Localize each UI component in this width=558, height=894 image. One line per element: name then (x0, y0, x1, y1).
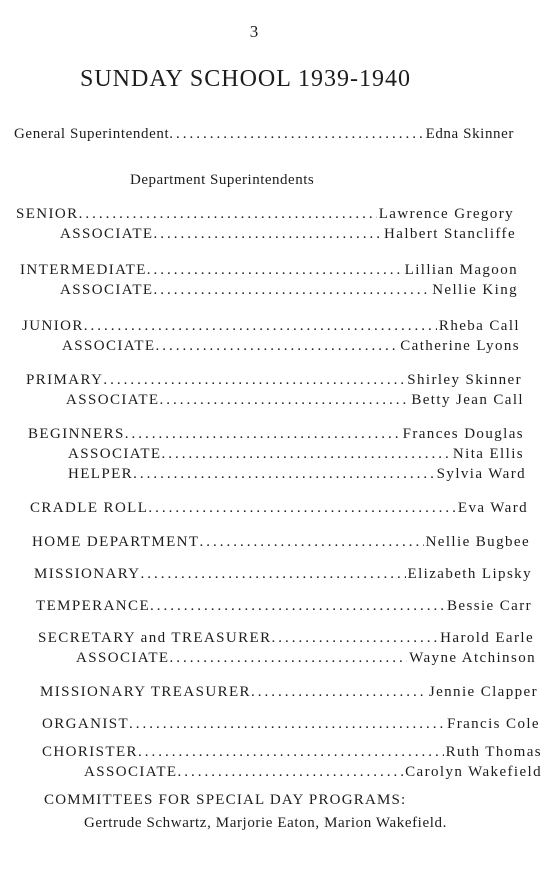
leader-dots (155, 338, 398, 355)
entry-label: TEMPERANCE (36, 598, 151, 614)
entry-name: Eva Ward (457, 500, 528, 516)
leader-dots (138, 744, 444, 761)
leader-dots (133, 466, 435, 483)
entry-label: General Superintendent (14, 126, 170, 142)
leader-dots (177, 764, 403, 781)
entry-row (20, 262, 518, 279)
entry-row (76, 650, 536, 667)
section-subheading: Department Superintendents (130, 172, 315, 188)
entry-row (38, 630, 534, 647)
entry-name: Frances Douglas (402, 426, 524, 442)
entry-row (34, 566, 532, 583)
entry-label: ASSOCIATE (60, 226, 154, 242)
entry-row (42, 716, 540, 733)
leader-dots (153, 282, 430, 299)
entry-label: MISSIONARY (34, 566, 141, 582)
entry-label: JUNIOR (22, 318, 84, 334)
entry-name: Nita Ellis (452, 446, 524, 462)
entry-label: ORGANIST (42, 716, 130, 732)
leader-dots (148, 500, 456, 517)
leader-dots (153, 226, 382, 243)
entry-label: ASSOCIATE (62, 338, 156, 354)
leader-dots (169, 126, 423, 143)
entry-label: PRIMARY (26, 372, 104, 388)
entry-name: Edna Skinner (425, 126, 514, 142)
page-number: 3 (249, 22, 259, 41)
entry-row (62, 338, 520, 355)
general-superintendent-row (14, 126, 514, 143)
entry-name: Catherine Lyons (400, 338, 520, 354)
entry-row (32, 534, 530, 551)
entry-name: Wayne Atchinson (409, 650, 536, 666)
entry-label: CRADLE ROLL (30, 500, 149, 516)
leader-dots (272, 630, 439, 647)
entry-label: ASSOCIATE (76, 650, 170, 666)
entry-name: Sylvia Ward (436, 466, 526, 482)
entry-name: Jennie Clapper (428, 684, 538, 700)
entry-row (28, 426, 524, 443)
entry-row (60, 282, 518, 299)
entry-name: Halbert Stancliffe (384, 226, 516, 242)
entry-label: ASSOCIATE (66, 392, 160, 408)
entry-label: BEGINNERS (28, 426, 125, 442)
entry-label: SENIOR (16, 206, 79, 222)
entry-name: Ruth Thomas (445, 744, 542, 760)
entry-name: Bessie Carr (447, 598, 532, 614)
entry-label: ASSOCIATE (84, 764, 178, 780)
entry-label: HOME DEPARTMENT (32, 534, 200, 550)
entry-name: Shirley Skinner (407, 372, 522, 388)
entry-row (68, 466, 526, 483)
entry-row (68, 446, 524, 463)
leader-dots (150, 598, 445, 615)
leader-dots (125, 426, 401, 443)
page-title: SUNDAY SCHOOL 1939-1940 (80, 66, 412, 92)
leader-dots (147, 262, 403, 279)
leader-dots (199, 534, 423, 551)
entry-row (84, 764, 542, 781)
entry-row (60, 226, 516, 243)
leader-dots (159, 392, 409, 409)
entry-row (30, 500, 528, 517)
entry-name: Elizabeth Lipsky (407, 566, 532, 582)
leader-dots (169, 650, 407, 667)
entry-name: Nellie Bugbee (425, 534, 530, 550)
leader-dots (141, 566, 406, 583)
entry-row (36, 598, 532, 615)
entry-name: Francis Cole (446, 716, 540, 732)
entry-row (66, 392, 524, 409)
entry-label: CHORISTER (42, 744, 138, 760)
entry-row (26, 372, 522, 389)
leader-dots (129, 716, 445, 733)
entry-row (22, 318, 520, 335)
entry-row (40, 684, 538, 701)
entry-label: INTERMEDIATE (20, 262, 147, 278)
entry-label: SECRETARY and TREASURER (38, 630, 272, 646)
committees-members: Gertrude Schwartz, Marjorie Eaton, Marion Wakefield. (84, 815, 447, 831)
leader-dots (79, 206, 377, 223)
leader-dots (103, 372, 405, 389)
entry-row (16, 206, 514, 223)
entry-label: ASSOCIATE (60, 282, 154, 298)
leader-dots (161, 446, 450, 463)
entry-name: Carolyn Wakefield (405, 764, 542, 780)
entry-row (42, 744, 542, 761)
entry-name: Lillian Magoon (404, 262, 518, 278)
entry-name: Betty Jean Call (411, 392, 524, 408)
entry-name: Lawrence Gregory (378, 206, 514, 222)
entry-label: HELPER (68, 466, 134, 482)
leader-dots (251, 684, 427, 701)
entry-label: MISSIONARY TREASURER (40, 684, 251, 700)
leader-dots (84, 318, 437, 335)
entry-label: ASSOCIATE (68, 446, 162, 462)
committees-heading: COMMITTEES FOR SPECIAL DAY PROGRAMS: (44, 792, 407, 808)
entry-name: Nellie King (432, 282, 518, 298)
entry-name: Harold Earle (440, 630, 534, 646)
entry-name: Rheba Call (438, 318, 520, 334)
